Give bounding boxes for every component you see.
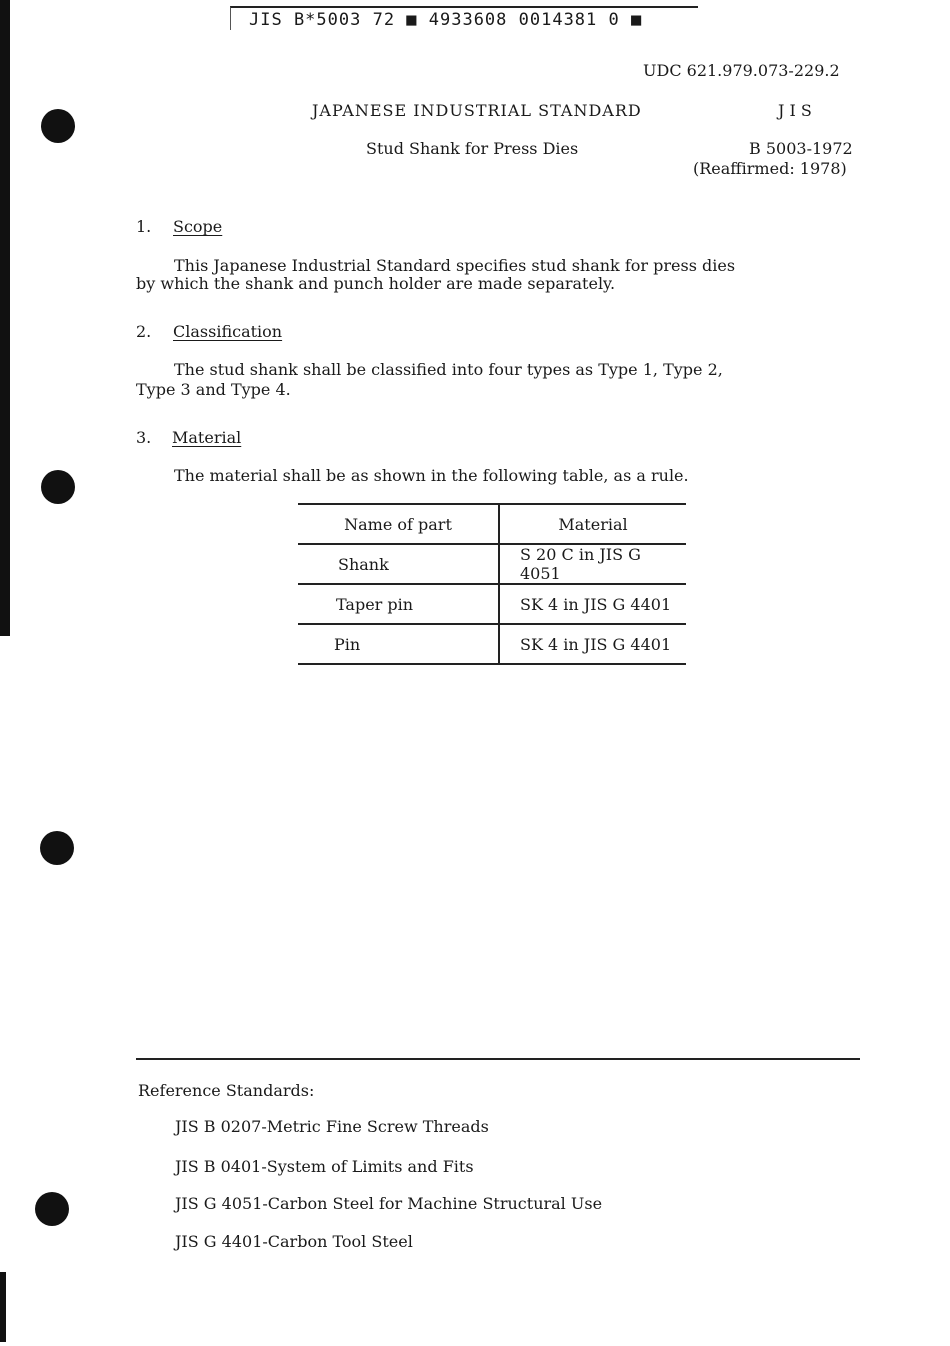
scope-text-line: This Japanese Industrial Standard specifies stud shank for press dies (174, 256, 736, 275)
punch-hole (35, 1192, 69, 1226)
material-text-line: The material shall be as shown in the following table, as a rule. (174, 466, 689, 485)
reference-item: JIS B 0207-Metric Fine Screw Threads (175, 1117, 489, 1136)
table-cell-material: SK 4 in JIS G 4401 (499, 624, 686, 664)
table-header-material: Material (499, 504, 686, 544)
section-number: 1. (136, 217, 152, 236)
punch-hole (40, 831, 74, 865)
section-heading-material: Material (172, 428, 242, 447)
reference-heading: Reference Standards: (138, 1081, 315, 1100)
punch-hole (41, 470, 75, 504)
punch-hole (41, 109, 75, 143)
table-row (298, 544, 686, 584)
section-heading-classification: Classification (173, 322, 283, 341)
table-cell-part: Taper pin (298, 584, 499, 624)
footer-divider (136, 1058, 860, 1060)
reference-item: JIS G 4401-Carbon Tool Steel (175, 1232, 413, 1251)
section-heading-scope: Scope (173, 217, 223, 236)
org-abbr: J I S (778, 101, 812, 120)
classification-text-line: The stud shank shall be classified into four types as Type 1, Type 2, (174, 360, 723, 379)
table-cell-material: SK 4 in JIS G 4401 (499, 584, 686, 624)
scope-text-line: by which the shank and punch holder are made separately. (136, 274, 616, 293)
reference-item: JIS B 0401-System of Limits and Fits (175, 1157, 474, 1176)
scan-edge-bar (0, 0, 10, 636)
org-title: JAPANESE INDUSTRIAL STANDARD (312, 101, 642, 120)
table-cell-material: S 20 C in JIS G 4051 (499, 544, 686, 584)
section-number: 2. (136, 322, 152, 341)
scan-edge-bar-bottom (0, 1272, 6, 1342)
header-strip: JIS B*5003 72 ■ 4933608 0014381 0 ■ (230, 6, 698, 30)
table-header-row (298, 504, 686, 544)
doc-title: Stud Shank for Press Dies (366, 139, 579, 158)
classification-text-line: Type 3 and Type 4. (136, 380, 291, 399)
doc-number: B 5003-1972 (749, 139, 853, 158)
table-cell-part: Pin (298, 624, 499, 664)
udc-code: UDC 621.979.073-229.2 (643, 61, 840, 80)
table-row (298, 624, 686, 664)
table-header-name-of-part: Name of part (298, 504, 499, 544)
section-number: 3. (136, 428, 152, 447)
reference-item: JIS G 4051-Carbon Steel for Machine Structural Use (175, 1194, 603, 1213)
reaffirmed-date: (Reaffirmed: 1978) (693, 159, 847, 178)
table-row (298, 584, 686, 624)
material-table (298, 503, 686, 665)
table-cell-part: Shank (298, 544, 499, 584)
